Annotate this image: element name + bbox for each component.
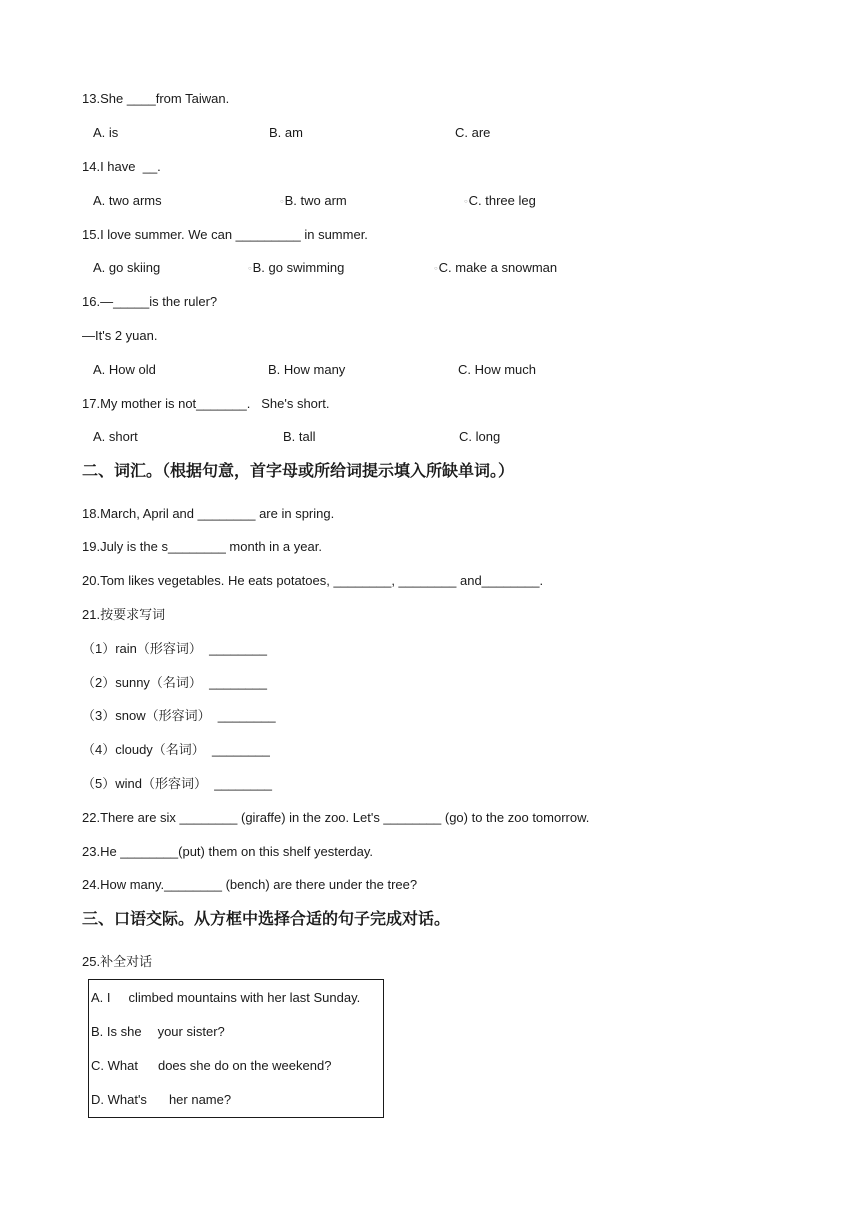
question-18: 18.March, April and ________ are in spring. <box>82 506 335 521</box>
dialogue-option-a: A. I climbed mountains with her last Sunday. <box>91 990 361 1005</box>
q14-option-a[interactable]: A. two arms <box>93 193 162 208</box>
question-21-stem: 21.按要求写词 <box>82 607 166 622</box>
q16-option-a[interactable]: A. How old <box>93 362 156 377</box>
question-23: 23.He ________(put) them on this shelf yesterday. <box>82 844 373 859</box>
section-2-heading: 二、词汇。（根据句意，首字母或所给词提示填入所缺单词。） <box>82 461 515 480</box>
question-22: 22.There are six ________ (giraffe) in the zoo. Let's ________ (go) to the zoo tomorrow. <box>82 810 590 825</box>
question-21-item: （1）rain（形容词） ________ <box>82 641 267 656</box>
question-21-item: （4）cloudy（名词） ________ <box>82 742 270 757</box>
q17-option-a[interactable]: A. short <box>93 429 138 444</box>
question-13-stem: 13.She ____from Taiwan. <box>82 91 230 106</box>
radio-dot-icon: ○ <box>248 265 252 272</box>
q13-option-a[interactable]: A. is <box>93 125 119 140</box>
dialogue-option-b: B. Is she your sister? <box>91 1024 225 1039</box>
q16-option-c[interactable]: C. How much <box>458 362 537 377</box>
q14-option-c[interactable]: ○C. three leg <box>464 193 536 208</box>
question-21-item: （5）wind（形容词） ________ <box>82 776 273 791</box>
question-21-item: （3）snow（形容词） ________ <box>82 708 276 723</box>
q15-option-a[interactable]: A. go skiing <box>93 260 161 275</box>
radio-dot-icon: ○ <box>434 265 438 272</box>
q13-option-b[interactable]: B. am <box>269 125 303 140</box>
question-24: 24.How many.________ (bench) are there under the tree? <box>82 877 418 892</box>
dialogue-option-c: C. What does she do on the weekend? <box>91 1058 332 1073</box>
question-20: 20.Tom likes vegetables. He eats potatoes, ________, ________ and________. <box>82 573 544 588</box>
q13-option-c[interactable]: C. are <box>455 125 491 140</box>
section-3-heading: 三、口语交际。从方框中选择合适的句子完成对话。 <box>82 909 451 928</box>
question-17-stem: 17.My mother is not_______. She's short. <box>82 396 330 411</box>
question-16-reply: —It's 2 yuan. <box>82 328 158 343</box>
radio-dot-icon: ○ <box>464 198 468 205</box>
q16-option-b[interactable]: B. How many <box>268 362 346 377</box>
question-25-stem: 25.补全对话 <box>82 954 153 969</box>
q15-option-b[interactable]: ○B. go swimming <box>248 260 345 275</box>
q14-option-b[interactable]: ○B. two arm <box>280 193 347 208</box>
dialogue-options-box <box>88 979 384 1118</box>
q17-option-c[interactable]: C. long <box>459 429 501 444</box>
question-16-stem: 16.—_____is the ruler? <box>82 294 218 309</box>
dialogue-option-d: D. What's her name? <box>91 1092 232 1107</box>
radio-dot-icon: ○ <box>280 198 284 205</box>
question-21-item: （2）sunny（名词） ________ <box>82 675 267 690</box>
q17-option-b[interactable]: B. tall <box>283 429 316 444</box>
q15-option-c[interactable]: ○C. make a snowman <box>434 260 558 275</box>
question-15-stem: 15.I love summer. We can _________ in summer. <box>82 227 368 242</box>
question-19: 19.July is the s________ month in a year. <box>82 539 322 554</box>
question-14-stem: 14.I have __. <box>82 159 161 174</box>
